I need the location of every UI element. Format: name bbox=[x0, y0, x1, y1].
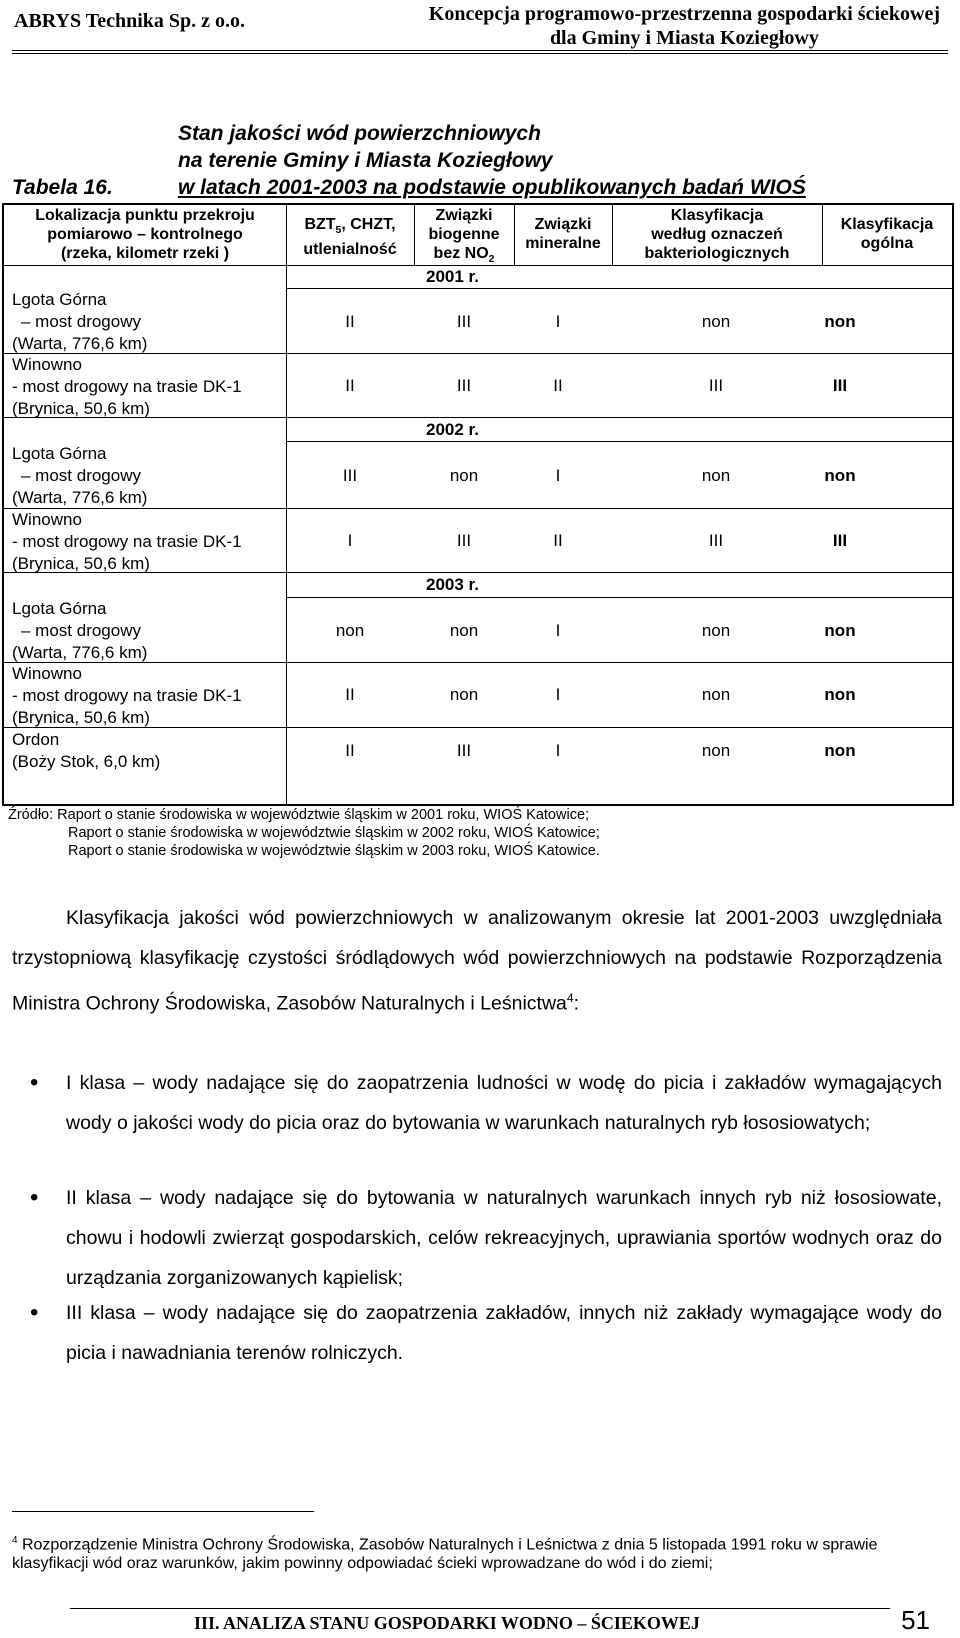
cell-general: non bbox=[824, 621, 856, 640]
header-mineral-line: Związki bbox=[534, 216, 592, 233]
header-bacteriological bbox=[612, 206, 822, 263]
location-river: (Boży Stok, 6,0 km) bbox=[12, 752, 161, 771]
cell-biogenic: non bbox=[449, 466, 479, 485]
cell-biogenic: III bbox=[456, 312, 472, 331]
footnote-rule bbox=[12, 1511, 314, 1512]
body-paragraph bbox=[12, 898, 942, 1024]
header-bzt bbox=[286, 215, 414, 259]
footer-rule bbox=[70, 1608, 890, 1609]
table-source bbox=[8, 806, 600, 860]
source-line: Raport o stanie środowiska w województwie śląskim w 2003 roku, WIOŚ Katowice. bbox=[68, 843, 600, 859]
location-name: Winowno bbox=[12, 510, 82, 529]
location-column-divider bbox=[286, 265, 287, 804]
header-biogenic-line: bez NO bbox=[433, 245, 489, 262]
list-item: II klasa – wody nadające się do bytowania w naturalnych warunkach innych ryb niż łososiowate, chowu i hodowli zwierząt gospodarskich, celów rekreacyjnych, uprawiania sportów wodnych oraz do urządzania zorganizowanych kąpielisk; bbox=[66, 1187, 942, 1289]
year-label: 2002 r. bbox=[426, 420, 479, 439]
cell-bzt: non bbox=[335, 621, 365, 640]
header-bzt-sub: 5 bbox=[335, 225, 342, 237]
header-mineral bbox=[514, 215, 612, 253]
header-biogenic-line: biogenne bbox=[428, 226, 500, 243]
table-title-line1: Stan jakości wód powierzchniowych bbox=[178, 122, 541, 145]
cell-mineral: II bbox=[553, 531, 563, 550]
location-name: Lgota Górna bbox=[12, 599, 107, 618]
cell-mineral: I bbox=[555, 685, 561, 704]
header-general-line: Klasyfikacja bbox=[840, 216, 934, 233]
location-river: (Warta, 776,6 km) bbox=[12, 334, 148, 353]
cell-bzt: I bbox=[347, 531, 353, 550]
location-name: Lgota Górna bbox=[12, 290, 107, 309]
document-title-line2: dla Gminy i Miasta Koziegłowy bbox=[549, 27, 819, 49]
location-point: – most drogowy bbox=[21, 466, 141, 485]
header-mineral-line: mineralne bbox=[525, 235, 601, 252]
location-name: Lgota Górna bbox=[12, 444, 107, 463]
footer-chapter: III. ANALIZA STANU GOSPODARKI WODNO – ŚCIEKOWEJ bbox=[194, 1613, 700, 1633]
cell-general: non bbox=[824, 466, 856, 485]
header-bact-line: Klasyfikacja bbox=[670, 207, 764, 224]
cell-biogenic: non bbox=[449, 685, 479, 704]
location-point: - most drogowy na trasie DK-1 bbox=[12, 377, 242, 396]
page-number: 51 bbox=[901, 1605, 930, 1635]
cell-biogenic: non bbox=[449, 621, 479, 640]
source-line: Źródło: Raport o stanie środowiska w województwie śląskim w 2001 roku, WIOŚ Katowice; bbox=[8, 807, 590, 823]
cell-mineral: I bbox=[555, 312, 561, 331]
header-bottom-rule bbox=[4, 265, 952, 266]
footnote-number: 4 bbox=[12, 1535, 18, 1546]
location-river: (Brynica, 50,6 km) bbox=[12, 708, 150, 727]
cell-bacteriological: non bbox=[701, 685, 731, 704]
paragraph-text: Klasyfikacja jakości wód powierzchniowych w analizowanym okresie lat 2001-2003 uwzględniała trzystopniową klasyfikację czystości śródlądowych wód powierzchniowych na podstawie Rozporządzenia Ministra Ochrony Środowiska, Zasobów Naturalnych i Leśnictwa bbox=[12, 907, 942, 1015]
cell-bzt: II bbox=[345, 741, 355, 760]
cell-mineral: I bbox=[555, 621, 561, 640]
year-label: 2003 r. bbox=[426, 575, 479, 594]
header-location bbox=[4, 206, 286, 263]
cell-bacteriological: III bbox=[708, 376, 724, 395]
cell-mineral: I bbox=[555, 466, 561, 485]
list-item: III klasa – wody nadające się do zaopatrzenia zakładów, innych niż zakłady wymagające wody do picia i nawadniania terenów rolniczych. bbox=[66, 1302, 942, 1364]
cell-biogenic: III bbox=[456, 531, 472, 550]
company-name: ABRYS Technika Sp. z o.o. bbox=[14, 10, 246, 32]
bullet-icon: • bbox=[30, 1069, 39, 1096]
header-bzt-rest: , CHZT, bbox=[341, 216, 396, 233]
cell-general: non bbox=[824, 312, 856, 331]
year-rule bbox=[286, 288, 952, 289]
location-river: (Brynica, 50,6 km) bbox=[12, 399, 150, 418]
header-general-line: ogólna bbox=[860, 235, 914, 252]
header-biogenic-line: Związki bbox=[435, 207, 493, 224]
cell-general: non bbox=[824, 685, 856, 704]
cell-bzt: III bbox=[342, 466, 358, 485]
water-quality-table bbox=[2, 203, 954, 806]
year-rule bbox=[286, 597, 952, 598]
location-point: - most drogowy na trasie DK-1 bbox=[12, 532, 242, 551]
header-location-line: (rzeka, kilometr rzeki ) bbox=[60, 245, 230, 262]
table-row-location bbox=[12, 443, 147, 509]
table-title-line3: w latach 2001-2003 na podstawie opublikowanych badań WIOŚ bbox=[178, 176, 806, 199]
cell-general: non bbox=[824, 741, 856, 760]
table-row-location bbox=[12, 729, 160, 773]
header-general bbox=[822, 215, 952, 253]
cell-bacteriological: non bbox=[701, 312, 731, 331]
footnote-text: Rozporządzenie Ministra Ochrony Środowiska, Zasobów Naturalnych i Leśnictwa z dnia 5 listopada 1991 roku w sprawie klasyfikacji wód oraz warunków, jakim powinny odpowiadać ścieki wprowadzane do wód i do ziemi; bbox=[12, 1536, 878, 1573]
bullet-icon: • bbox=[30, 1299, 39, 1326]
location-point: – most drogowy bbox=[21, 621, 141, 640]
source-line: Raport o stanie środowiska w województwie śląskim w 2002 roku, WIOŚ Katowice; bbox=[68, 825, 600, 841]
cell-bzt: II bbox=[345, 312, 355, 331]
location-river: (Warta, 776,6 km) bbox=[12, 488, 148, 507]
table-row-location bbox=[12, 598, 147, 664]
bullet-icon: • bbox=[30, 1184, 39, 1211]
table-row-location bbox=[12, 509, 242, 575]
table-row-location bbox=[12, 289, 147, 355]
document-title-line1: Koncepcja programowo-przestrzenna gospodarki ściekowej bbox=[428, 3, 940, 25]
document-title bbox=[429, 2, 940, 50]
location-river: (Brynica, 50,6 km) bbox=[12, 554, 150, 573]
header-location-line: Lokalizacja punktu przekroju bbox=[35, 207, 255, 224]
cell-mineral: II bbox=[553, 376, 563, 395]
location-name: Ordon bbox=[12, 730, 60, 749]
location-name: Winowno bbox=[12, 664, 82, 683]
table-row-location bbox=[12, 354, 242, 420]
header-bact-line: bakteriologicznych bbox=[644, 245, 790, 262]
location-name: Winowno bbox=[12, 355, 82, 374]
year-label: 2001 r. bbox=[426, 267, 479, 286]
cell-bacteriological: non bbox=[701, 621, 731, 640]
header-bact-line: według oznaczeń bbox=[651, 226, 783, 243]
header-bzt-text: BZT bbox=[304, 216, 336, 233]
cell-biogenic: III bbox=[456, 376, 472, 395]
table-row-location bbox=[12, 663, 242, 729]
cell-bacteriological: non bbox=[701, 466, 731, 485]
footnote bbox=[12, 1531, 932, 1573]
table-title-line2: na terenie Gminy i Miasta Koziegłowy bbox=[178, 149, 553, 172]
header-biogenic bbox=[414, 206, 514, 269]
year-rule bbox=[286, 441, 952, 442]
header-biogenic-sub: 2 bbox=[488, 254, 495, 266]
header-bzt-line2: utlenialność bbox=[303, 241, 397, 259]
cell-bzt: II bbox=[345, 685, 355, 704]
location-point: - most drogowy na trasie DK-1 bbox=[12, 686, 242, 705]
header-location-line: pomiarowo – kontrolnego bbox=[47, 226, 243, 243]
location-point: – most drogowy bbox=[21, 312, 141, 331]
cell-general: III bbox=[832, 376, 848, 395]
cell-biogenic: III bbox=[456, 741, 472, 760]
cell-bacteriological: non bbox=[701, 741, 731, 760]
cell-bzt: II bbox=[345, 376, 355, 395]
cell-mineral: I bbox=[555, 741, 561, 760]
cell-bacteriological: III bbox=[708, 531, 724, 550]
location-river: (Warta, 776,6 km) bbox=[12, 643, 148, 662]
header-rule bbox=[12, 50, 948, 54]
list-item: I klasa – wody nadające się do zaopatrzenia ludności w wodę do picia i zakładów wymagających wody o jakości wody do picia oraz do bytowania w warunkach naturalnych ryb łososiowatych; bbox=[66, 1072, 942, 1134]
footnote-ref: 4 bbox=[566, 991, 574, 1005]
paragraph-end: : bbox=[573, 992, 580, 1015]
cell-general: III bbox=[832, 531, 848, 550]
table-label: Tabela 16. bbox=[12, 176, 113, 199]
